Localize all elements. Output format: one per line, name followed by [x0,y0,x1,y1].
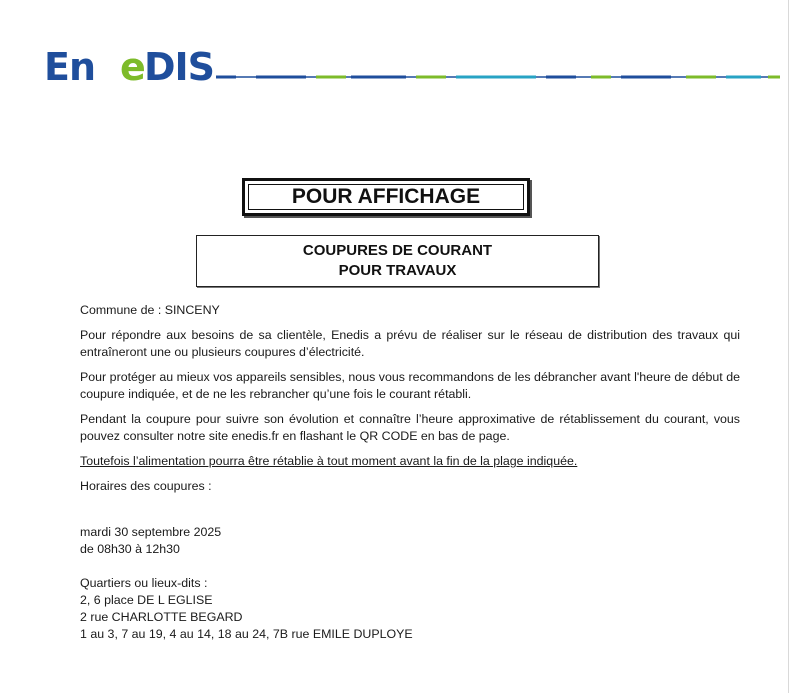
notice-body [80,302,740,495]
title-box [242,178,530,216]
header-rule [216,74,780,80]
subtitle-line-2: POUR TRAVAUX [338,262,457,279]
enedis-logo [44,46,214,88]
schedule-block [80,524,221,558]
subtitle-box [196,235,599,287]
schedule-date: mardi 30 septembre 2025 [80,525,222,539]
page-edge [788,0,789,693]
paragraph-1: Pour répondre aux besoins de sa clientèle, Enedis a prévu de réaliser sur le réseau de distribution des travaux qui entraîneront une ou plusieurs coupures d’électricité. [80,328,740,359]
warning-text: Toutefois l’alimentation pourra être rétablie à tout moment avant la fin de la plage indiquée. [80,454,578,468]
place-item: 2 rue CHARLOTTE BEGARD [80,610,243,624]
places-block [80,575,413,643]
svg-text:e: e [120,46,145,88]
svg-text:DIS: DIS [144,46,214,88]
place-item: 2, 6 place DE L EGLISE [80,593,213,607]
subtitle-line-1: COUPURES DE COURANT [302,242,493,259]
paragraph-2: Pour protéger au mieux vos appareils sensibles, nous vous recommandons de les débrancher avant l'heure de début de coupure indiquée, et de ne les rebrancher qu’une fois le courant rétabli. [80,370,740,401]
places-label: Quartiers ou lieux-dits : [80,576,208,590]
notice-title: POUR AFFICHAGE [291,185,481,208]
svg-text:En: En [44,46,96,88]
schedule-time: de 08h30 à 12h30 [80,542,180,556]
commune-line: Commune de : SINCENY [80,303,220,317]
place-item: 1 au 3, 7 au 19, 4 au 14, 18 au 24, 7B rue EMILE DUPLOYE [80,627,413,641]
paragraph-3: Pendant la coupure pour suivre son évolution et connaître l’heure approximative de rétablissement du courant, vous pouvez consulter notre site enedis.fr en flashant le QR CODE en bas de page. [80,412,740,443]
horaires-label: Horaires des coupures : [80,479,212,493]
